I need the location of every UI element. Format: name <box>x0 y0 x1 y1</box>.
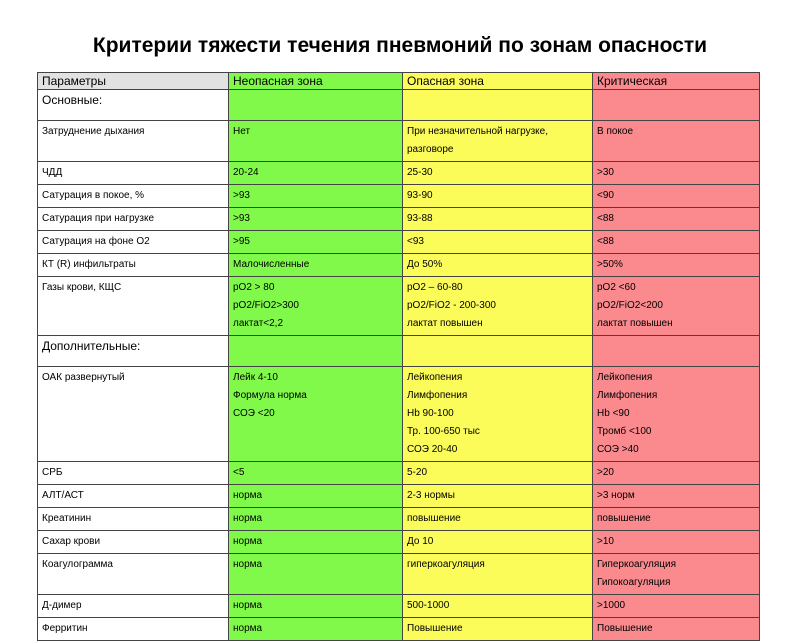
parameter-cell: Сатурация при нагрузке <box>38 208 229 231</box>
table-row <box>38 208 760 231</box>
danger-zone-cell: 25-30 <box>403 162 593 185</box>
safe-zone-cell <box>229 90 403 121</box>
parameter-cell: КТ (R) инфильтраты <box>38 254 229 277</box>
critical-zone-cell: >10 <box>593 531 760 554</box>
table-row <box>38 554 760 595</box>
critical-zone-cell: <90 <box>593 185 760 208</box>
safe-zone-cell <box>229 336 403 367</box>
parameter-cell: ЧДД <box>38 162 229 185</box>
safe-zone-cell: Нет <box>229 121 403 162</box>
parameter-cell: Сатурация на фоне О2 <box>38 231 229 254</box>
critical-zone-cell: >30 <box>593 162 760 185</box>
parameter-cell: Коагулограмма <box>38 554 229 595</box>
parameter-cell: Основные: <box>38 90 229 121</box>
danger-zone-cell: До 50% <box>403 254 593 277</box>
danger-zone-cell: pO2 – 60-80 pO2/FiO2 - 200-300 лактат повышен <box>403 277 593 336</box>
critical-zone-cell: Гиперкоагуляция Гипокоагуляция <box>593 554 760 595</box>
column-header-critical-zone: Критическая <box>593 73 760 90</box>
critical-zone-cell: <88 <box>593 208 760 231</box>
danger-zone-cell: При незначительной нагрузке, разговоре <box>403 121 593 162</box>
table-row <box>38 162 760 185</box>
danger-zone-cell: 2-3 нормы <box>403 485 593 508</box>
table-row <box>38 121 760 162</box>
safe-zone-cell: >93 <box>229 208 403 231</box>
column-header-safe-zone: Неопасная зона <box>229 73 403 90</box>
column-header-parameters: Параметры <box>38 73 229 90</box>
parameter-cell: ОАК развернутый <box>38 367 229 462</box>
danger-zone-cell: Повышение <box>403 618 593 641</box>
danger-zone-cell <box>403 90 593 121</box>
safe-zone-cell: >95 <box>229 231 403 254</box>
table-row <box>38 462 760 485</box>
safe-zone-cell: >93 <box>229 185 403 208</box>
critical-zone-cell: >3 норм <box>593 485 760 508</box>
table-row <box>38 485 760 508</box>
parameter-cell: Креатинин <box>38 508 229 531</box>
danger-zone-cell: 500-1000 <box>403 595 593 618</box>
critical-zone-cell: >50% <box>593 254 760 277</box>
safe-zone-cell: pO2 > 80 pO2/FiO2>300 лактат<2,2 <box>229 277 403 336</box>
safe-zone-cell: 20-24 <box>229 162 403 185</box>
safe-zone-cell: норма <box>229 508 403 531</box>
critical-zone-cell <box>593 90 760 121</box>
safe-zone-cell: норма <box>229 595 403 618</box>
table-header-row <box>38 73 760 90</box>
safe-zone-cell: <5 <box>229 462 403 485</box>
danger-zone-cell: гиперкоагуляция <box>403 554 593 595</box>
critical-zone-cell: pO2 <60 pO2/FiO2<200 лактат повышен <box>593 277 760 336</box>
safe-zone-cell: норма <box>229 485 403 508</box>
parameter-cell: Сахар крови <box>38 531 229 554</box>
table-row <box>38 254 760 277</box>
safe-zone-cell: норма <box>229 554 403 595</box>
parameter-cell: АЛТ/АСТ <box>38 485 229 508</box>
critical-zone-cell: >1000 <box>593 595 760 618</box>
table-body <box>38 90 760 641</box>
safe-zone-cell: Лейк 4-10 Формула норма СОЭ <20 <box>229 367 403 462</box>
parameter-cell: Ферритин <box>38 618 229 641</box>
critical-zone-cell <box>593 336 760 367</box>
safe-zone-cell: норма <box>229 618 403 641</box>
safe-zone-cell: норма <box>229 531 403 554</box>
danger-zone-cell: 93-88 <box>403 208 593 231</box>
table-row <box>38 277 760 336</box>
parameter-cell: Дополнительные: <box>38 336 229 367</box>
parameter-cell: Затруднение дыхания <box>38 121 229 162</box>
danger-zone-cell: 93-90 <box>403 185 593 208</box>
table-row <box>38 595 760 618</box>
parameter-cell: Сатурация в покое, % <box>38 185 229 208</box>
column-header-danger-zone: Опасная зона <box>403 73 593 90</box>
section-row <box>38 336 760 367</box>
table-row <box>38 367 760 462</box>
section-row <box>38 90 760 121</box>
critical-zone-cell: <88 <box>593 231 760 254</box>
parameter-cell: Д-димер <box>38 595 229 618</box>
danger-zone-cell: Лейкопения Лимфопения Hb 90-100 Тр. 100-650 тыс СОЭ 20-40 <box>403 367 593 462</box>
slide-title: Критерии тяжести течения пневмоний по зонам опасности <box>92 34 708 57</box>
danger-zone-cell: <93 <box>403 231 593 254</box>
safe-zone-cell: Малочисленные <box>229 254 403 277</box>
table-row <box>38 231 760 254</box>
severity-criteria-table <box>37 72 760 641</box>
table-row <box>38 618 760 641</box>
critical-zone-cell: >20 <box>593 462 760 485</box>
table-row <box>38 508 760 531</box>
critical-zone-cell: повышение <box>593 508 760 531</box>
danger-zone-cell: До 10 <box>403 531 593 554</box>
critical-zone-cell: Повышение <box>593 618 760 641</box>
danger-zone-cell <box>403 336 593 367</box>
table-row <box>38 531 760 554</box>
critical-zone-cell: Лейкопения Лимфопения Hb <90 Тромб <100 СОЭ >40 <box>593 367 760 462</box>
danger-zone-cell: 5-20 <box>403 462 593 485</box>
table-row <box>38 185 760 208</box>
danger-zone-cell: повышение <box>403 508 593 531</box>
parameter-cell: Газы крови, КЩС <box>38 277 229 336</box>
parameter-cell: СРБ <box>38 462 229 485</box>
critical-zone-cell: В покое <box>593 121 760 162</box>
